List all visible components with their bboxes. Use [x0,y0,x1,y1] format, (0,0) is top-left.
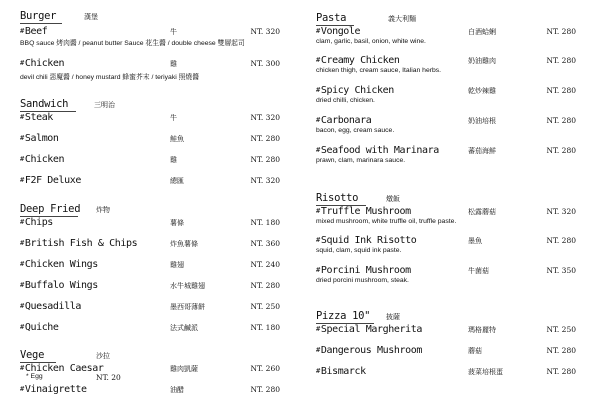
item-name-zh: 油醋 [170,386,184,394]
item-name: Vinaigrette [24,384,87,395]
section-title: Sandwich [20,98,69,110]
section-title: Burger [20,10,57,22]
item-name: Truffle Mushroom [320,206,411,217]
section-header [20,203,280,217]
item-description: bacon, egg, cream sauce. [316,127,395,134]
item-description: chicken thigh, cream sauce, Italian herbs. [316,67,442,74]
item-name-zh: 菠菜培根蛋 [468,368,503,376]
section-underline [20,23,62,24]
item-name-zh: 雞 [170,156,177,164]
item-price: NT. 320 [250,27,280,36]
hash-icon: # [316,116,320,124]
hash-icon: # [316,236,320,244]
item-name: Carbonara [320,115,372,126]
item-description: dried chilli, chicken. [316,97,375,104]
hash-icon: # [316,346,320,354]
item-price: NT. 320 [250,176,280,185]
section-deep-fried [20,203,280,333]
item-price: NT. 280 [546,27,576,36]
item-name: Creamy Chicken [320,55,400,66]
hash-icon: # [20,302,24,310]
section-pasta [316,12,576,164]
item-name-zh: 牛 [170,114,177,122]
item-name-zh: 墨魚 [468,237,482,245]
item-name-zh: 薯條 [170,219,184,227]
section-sandwich [20,98,280,186]
item-price: NT. 240 [250,260,280,269]
item-name: Chicken [24,58,65,69]
item-price: NT. 180 [250,323,280,332]
section-title: Pizza 10" [316,310,371,322]
item-name-zh: 雞 [170,60,177,68]
section-title-zh: 燉飯 [386,195,400,203]
item-description: mixed mushroom, white truffle oil, truffle paste. [316,218,457,225]
item-price: NT. 320 [250,113,280,122]
hash-icon: # [316,325,320,333]
item-name: Chicken Wings [24,259,98,270]
item-name: Beef [24,26,48,37]
item-price: NT. 180 [250,218,280,227]
hash-icon: # [316,86,320,94]
section-title-zh: 炸物 [96,206,110,214]
item-name: Chicken Caesar [24,363,104,374]
item-name-zh: 瑪格麗特 [468,326,496,334]
hash-icon: # [20,155,24,163]
section-burger [20,10,280,81]
item-name-zh: 雞翅 [170,261,184,269]
item-name-zh: 雞肉凱薩 [170,365,198,373]
hash-icon: # [20,323,24,331]
section-title: Vege [20,349,45,361]
item-name-zh: 鮭魚 [170,135,184,143]
item-name-zh: 奶油雞肉 [468,57,496,65]
item-name-zh: 蕃茄海鮮 [468,147,496,155]
item-price: NT. 280 [546,367,576,376]
item-name-zh: 法式鹹派 [170,324,198,332]
section-pizza [316,310,576,377]
item-name: Seafood with Marinara [320,145,439,156]
item-name: Steak [24,112,53,123]
section-header [20,349,280,363]
addon-price: NT. 20 [96,373,121,382]
section-title-zh: 三明治 [94,101,115,109]
item-price: NT. 280 [250,385,280,394]
section-header [316,192,576,206]
item-description: dried porcini mushroom, steak. [316,277,409,284]
item-price: NT. 320 [546,207,576,216]
hash-icon: # [20,364,24,372]
item-name: Squid Ink Risotto [320,235,417,246]
item-price: NT. 280 [546,56,576,65]
item-description: clam, garlic, basil, onion, white wine. [316,38,426,45]
hash-icon: # [20,260,24,268]
section-header [316,12,576,26]
item-name: British Fish & Chips [24,238,138,249]
item-name: Quiche [24,322,59,333]
hash-icon: # [20,385,24,393]
item-price: NT. 350 [546,266,576,275]
addon-name: Egg [30,373,43,380]
section-title: Risotto [316,192,359,204]
item-price: NT. 280 [250,155,280,164]
hash-icon: # [20,176,24,184]
item-name: Buffalo Wings [24,280,98,291]
item-description: squid, clam, squid ink paste. [316,247,402,254]
hash-icon: # [20,113,24,121]
item-price: NT. 250 [546,325,576,334]
item-name: Porcini Mushroom [320,265,411,276]
item-name: Vongole [320,26,361,37]
item-name: Chips [24,217,53,228]
hash-icon: # [20,27,24,35]
hash-icon: # [20,239,24,247]
item-name: Salmon [24,133,59,144]
item-name-zh: 墨西哥薄餅 [170,303,205,311]
item-price: NT. 280 [546,146,576,155]
section-title: Deep Fried [20,203,81,215]
item-name-zh: 松露蘑菇 [468,208,496,216]
item-description: BBQ sauce 烤肉醬 / peanut butter Sauce 花生醬 / double cheese 雙層起司 [20,40,245,47]
item-description: prawn, clam, marinara sauce. [316,157,406,164]
item-price: NT. 280 [546,86,576,95]
section-title-zh: 漢堡 [84,13,98,21]
item-price: NT. 280 [546,116,576,125]
section-risotto [316,192,576,284]
section-title-zh: 披薩 [386,313,400,321]
hash-icon: # [20,134,24,142]
hash-icon: # [316,367,320,375]
item-price: NT. 260 [250,364,280,373]
hash-icon: # [316,56,320,64]
hash-icon: # [20,281,24,289]
item-name: Bismarck [320,366,366,377]
item-price: NT. 300 [250,59,280,68]
hash-icon: # [316,27,320,35]
hash-icon: # [316,266,320,274]
section-vege [20,349,280,395]
item-name: Spicy Chicken [320,85,394,96]
item-name-zh: 乾炒辣雞 [468,87,496,95]
item-price: NT. 280 [250,281,280,290]
section-title-zh: 義大利麵 [388,15,416,23]
hash-icon: # [20,59,24,67]
section-title-zh: 沙拉 [96,352,110,360]
section-header [20,98,280,112]
item-name-zh: 牛菌菇 [468,267,489,275]
item-name: Dangerous Mushroom [320,345,422,356]
item-price: NT. 250 [250,302,280,311]
item-name: Chicken [24,154,65,165]
item-name: F2F Deluxe [24,175,82,186]
item-price: NT. 280 [546,236,576,245]
item-description: devil chili 惡魔醬 / honey mustard 蜂蜜芥末 / teriyaki 照燒醬 [20,74,200,81]
item-name: Quesadilla [24,301,82,312]
item-name: Special Margherita [320,324,422,335]
item-name-zh: 炸魚薯條 [170,240,198,248]
asterisk-icon: * [26,373,31,380]
item-name-zh: 水牛城雞翅 [170,282,205,290]
item-name-zh: 奶油培根 [468,117,496,125]
item-price: NT. 280 [250,134,280,143]
section-title: Pasta [316,12,347,24]
item-name-zh: 蘑菇 [468,347,482,355]
section-header [20,10,280,24]
hash-icon: # [316,207,320,215]
item-price: NT. 280 [546,346,576,355]
item-name-zh: 白酒蛤蜊 [468,28,496,36]
hash-icon: # [20,218,24,226]
hash-icon: # [316,146,320,154]
item-name-zh: 總匯 [170,177,184,185]
section-header [316,310,576,324]
item-price: NT. 360 [250,239,280,248]
item-name-zh: 牛 [170,28,177,36]
